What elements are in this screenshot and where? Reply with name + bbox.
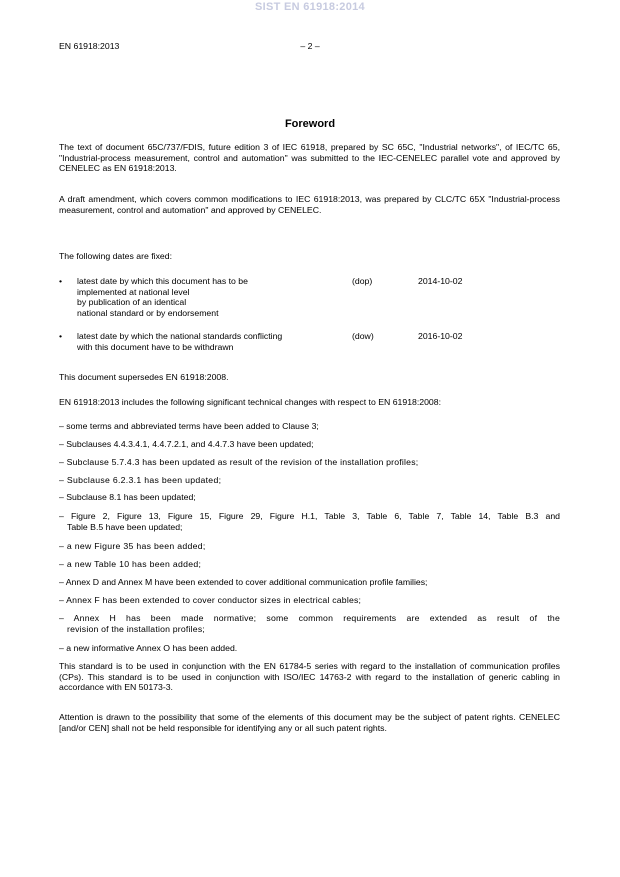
page-title: Foreword [284, 118, 336, 130]
list-item: – some terms and abbreviated terms have been added to Clause 3; [59, 421, 319, 431]
list-item: – a new Table 10 has been added; [59, 559, 202, 569]
list-item: – Subclause 8.1 has been updated; [59, 492, 196, 502]
date-item-line: by publication of an identical [77, 297, 187, 308]
date-item-date: 2014-10-02 [418, 276, 463, 286]
date-item-line: national standard or by endorsement [77, 307, 219, 318]
list-item: – Annex D and Annex M have been extended to cover additional communication profile families; [59, 577, 428, 587]
list-item: – Subclauses 4.4.3.4.1, 4.4.7.2.1, and 4.4.7.3 have been updated; [59, 439, 314, 449]
list-item: – a new Figure 35 has been added; [59, 541, 206, 551]
list-item-line: Table B.5 have been updated; [67, 521, 183, 532]
paragraph-draft-amendment: A draft amendment, which covers common modifications to IEC 61918:2013, was prepared by CLC/TC 65X "Industrial-process measurement, control and automation" and approved by CENELEC. [59, 194, 560, 215]
watermark: SIST EN 61918:2014 [255, 1, 365, 13]
date-item-line: with this document have to be withdrawn [77, 341, 234, 352]
date-item-abbr: (dow) [352, 331, 374, 341]
bullet-icon: • [59, 276, 63, 286]
list-item-line: – Annex H has been made normative; some common requirements are extended as result of the [59, 613, 560, 623]
date-item-line: latest date by which this document has to be [77, 276, 248, 286]
date-item-line: latest date by which the national standards conflicting [77, 331, 283, 341]
paragraph-dates-intro: The following dates are fixed: [59, 251, 173, 261]
date-item-line: implemented at national level [77, 286, 190, 297]
paragraph-supersedes: This document supersedes EN 61918:2008. [59, 372, 229, 382]
bullet-icon: • [59, 331, 63, 341]
document-id: EN 61918:2013 [59, 41, 120, 51]
list-item [59, 511, 560, 532]
list-item: – a new informative Annex O has been added. [59, 643, 238, 653]
paragraph-usage: This standard is to be used in conjunction with the EN 61784-5 series with regard to the installation of communication profiles (CPs). This standard is to be used in conjunction with ISO/IEC 14763-2 with regard to the installation of generic cabling in accordance with EN 50173-3. [59, 661, 560, 693]
list-item: – Subclause 6.2.3.1 has been updated; [59, 475, 222, 485]
paragraph-changes-intro: EN 61918:2013 includes the following significant technical changes with respect to EN 61918:2008: [59, 397, 442, 407]
list-item: – Annex F has been extended to cover conductor sizes in electrical cables; [59, 595, 362, 605]
date-item-abbr: (dop) [352, 276, 373, 286]
paragraph-patent: Attention is drawn to the possibility that some of the elements of this document may be the subject of patent rights. CENELEC [and/or CEN] shall not be held responsible for identifying any or all such patent rights. [59, 712, 560, 733]
list-item-line: revision of the installation profiles; [67, 623, 205, 634]
page-number: – 2 – [300, 41, 320, 51]
list-item: – Subclause 5.7.4.3 has been updated as result of the revision of the installation profiles; [59, 457, 419, 467]
date-item-description [77, 276, 335, 318]
date-item-description [77, 331, 335, 352]
date-item-dop [59, 276, 560, 322]
paragraph-intro: The text of document 65C/737/FDIS, future edition 3 of IEC 61918, prepared by SC 65C, "Industrial networks", of IEC/TC 65, "Industrial-process measurement, control and automation" was submitted to the IEC-CENELEC parallel vote and approved by CENELEC as EN 61918:2013. [59, 142, 560, 174]
list-item-line: – Figure 2, Figure 13, Figure 15, Figure 29, Figure H.1, Table 3, Table 6, Table 7, Table 14, Table B.3 and [59, 511, 560, 521]
date-item-date: 2016-10-02 [418, 331, 463, 341]
list-item [59, 613, 560, 634]
date-item-dow [59, 331, 560, 355]
